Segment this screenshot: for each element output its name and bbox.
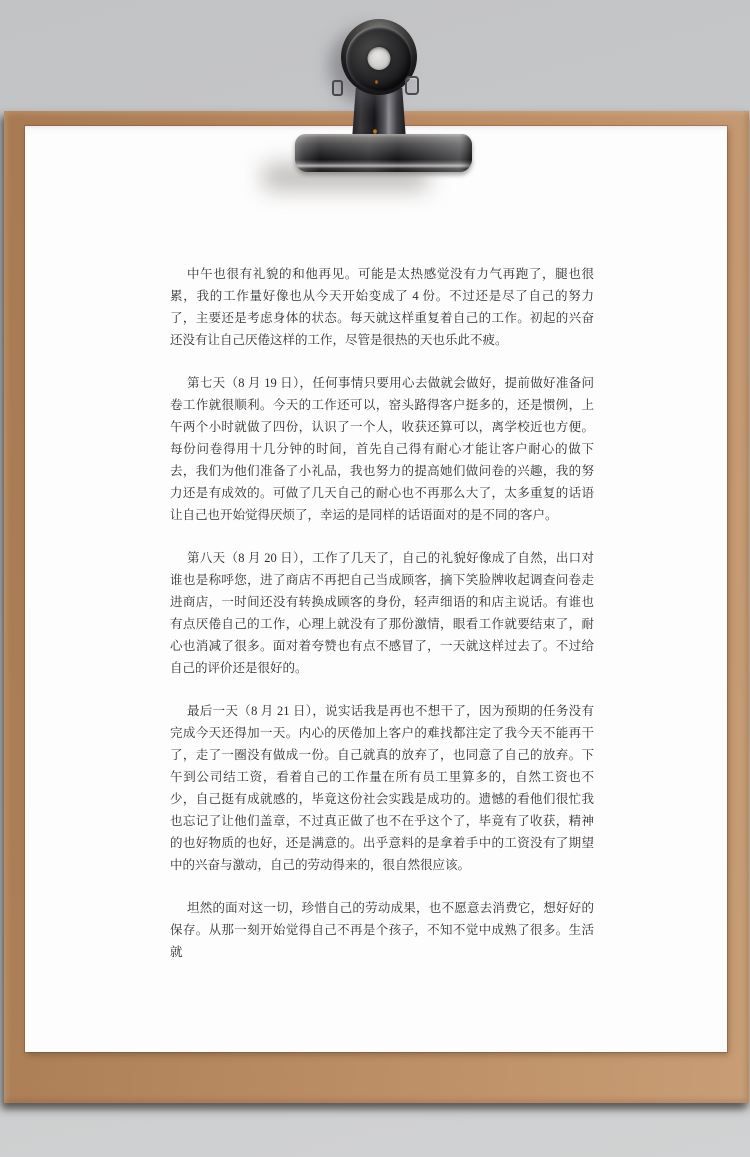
binder-clip-wire-loop-right <box>405 76 419 95</box>
binder-clip-reflection-dot-upper <box>375 80 378 84</box>
paragraph-1: 中午也很有礼貌的和他再见。可能是太热感觉没有力气再跑了，腿也很累，我的工作量好像也从今天开始变成了 4 份。不过还是尽了自己的努力了，主要还是考虑身体的状态。每天就这样重复着自己的工作。初起的兴奋还没有让自己厌倦这样的工作，尽管是很热的天也乐此不疲。 <box>170 267 594 347</box>
binder-clip-neck <box>352 88 406 140</box>
document-paper <box>25 126 727 1052</box>
document-text <box>170 263 594 984</box>
paragraph-4: 最后一天（8 月 21 日），说实话我是再也不想干了，因为预期的任务没有完成今天还得加一天。内心的厌倦加上客户的难找都注定了我今天不能再干了，走了一圈没有做成一份。自己就真的放弃了，也同意了自己的放弃。下午到公司结工资，看着自己的工作量在所有员工里算多的，自然工资也不少，自己挺有成就感的，毕竟这份社会实践是成功的。遗憾的看他们很忙我也忘记了让他们盖章，不过真正做了也不在乎这个了，毕竟有了收获，精神的也好物质的也好，还是满意的。出乎意料的是拿着手中的工资没有了期望中的兴奋与激动，自己的劳动得来的，很自然很应该。 <box>170 704 594 872</box>
paragraph-5: 坦然的面对这一切，珍惜自己的劳动成果，也不愿意去消费它，想好好的保存。从那一刻开始觉得自己不再是个孩子，不知不觉中成熟了很多。生活就 <box>170 901 594 959</box>
paragraph-2: 第七天（8 月 19 日），任何事情只要用心去做就会做好，提前做好准备问卷工作就很顺利。今天的工作还可以，窑头路得客户挺多的，还是惯例，上午两个小时就做了四份，认识了一个人，收获还算可以，离学校近也方便。每份问卷得用十几分钟的时间，首先自己得有耐心才能让客户耐心的做下去，我们为他们准备了小礼品，我也努力的提高她们做问卷的兴趣，我的努力还是有成效的。可做了几天自己的耐心也不再那么大了，太多重复的话语让自己也开始觉得厌烦了，幸运的是同样的话语面对的是不同的客户。 <box>170 376 594 522</box>
binder-clip-wire-loop-left <box>332 80 343 96</box>
clipboard-board <box>4 111 749 1103</box>
binder-clip-hole <box>368 47 391 70</box>
binder-clip-jaw <box>295 134 472 172</box>
binder-clip-spring-roll <box>346 26 412 92</box>
paragraph-3: 第八天（8 月 20 日），工作了几天了，自己的礼貌好像成了自然，出口对谁也是称呼您，进了商店不再把自己当成顾客，摘下笑脸牌收起调查问卷走进商店，一时间还没有转换成顾客的身份，轻声细语的和店主说话。有谁也有点厌倦自己的工作，心理上就没有了那份激情，眼看工作就要结束了，耐心也消减了很多。面对着夸赞也有点不感冒了，一天就这样过去了。不过给自己的评价还是很好的。 <box>170 551 594 675</box>
